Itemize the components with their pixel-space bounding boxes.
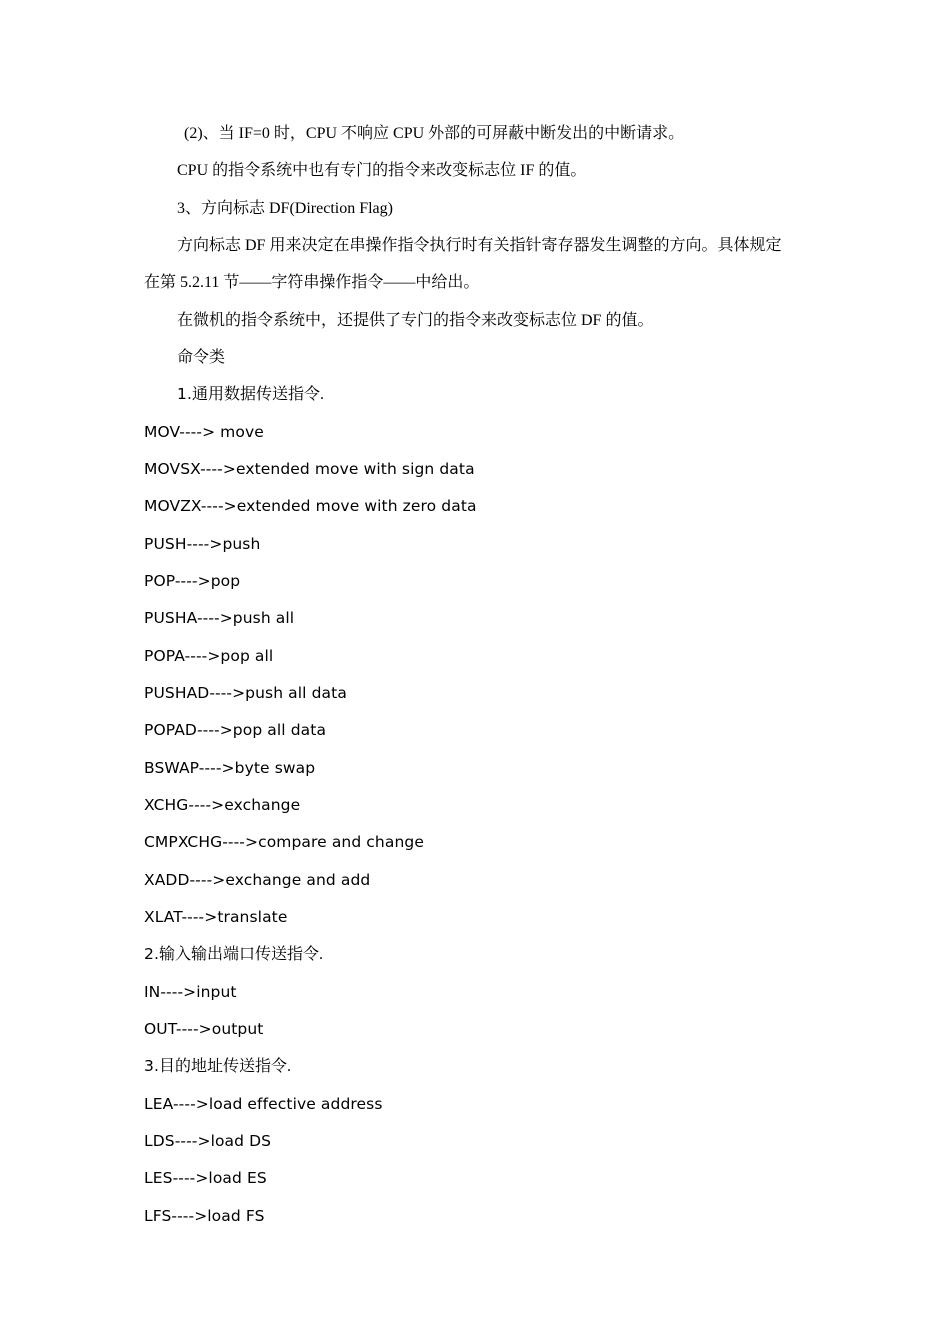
- heading-direction-flag: 3、方向标志 DF(Direction Flag): [177, 200, 393, 217]
- instruction-les: LES---->load ES: [144, 1169, 267, 1187]
- section-title: 目的地址传送指令.: [159, 1058, 292, 1075]
- instruction-pusha: PUSHA---->push all: [144, 609, 295, 627]
- instruction-in: IN---->input: [144, 983, 237, 1001]
- paragraph-df-description-line2: 在第 5.2.11 节——字符串操作指令——中给出。: [144, 274, 480, 291]
- instruction-pop: POP---->pop: [144, 572, 241, 590]
- instruction-out: OUT---->output: [144, 1020, 264, 1038]
- section-number: 3.: [144, 1057, 159, 1075]
- heading-command-classes: 命令类: [177, 349, 226, 366]
- section-heading-io-port-transfer: [144, 943, 323, 966]
- section-number: 2.: [144, 945, 159, 963]
- paragraph-df-instructions: 在微机的指令系统中，还提供了专门的指令来改变标志位 DF 的值。: [177, 312, 654, 329]
- instruction-movzx: MOVZX---->extended move with zero data: [144, 497, 477, 515]
- instruction-bswap: BSWAP---->byte swap: [144, 759, 316, 777]
- paragraph-if-instructions: CPU 的指令系统中也有专门的指令来改变标志位 IF 的值。: [177, 162, 587, 179]
- section-heading-general-transfer: [177, 383, 324, 406]
- instruction-lds: LDS---->load DS: [144, 1132, 272, 1150]
- instruction-popad: POPAD---->pop all data: [144, 721, 327, 739]
- instruction-xchg: XCHG---->exchange: [144, 796, 301, 814]
- instruction-popa: POPA---->pop all: [144, 647, 274, 665]
- instruction-cmpxchg: CMPXCHG---->compare and change: [144, 833, 424, 851]
- instruction-xadd: XADD---->exchange and add: [144, 871, 371, 889]
- section-title: 输入输出端口传送指令.: [159, 946, 324, 963]
- instruction-lfs: LFS---->load FS: [144, 1207, 265, 1225]
- instruction-mov: MOV----> move: [144, 423, 264, 441]
- instruction-push: PUSH---->push: [144, 535, 261, 553]
- instruction-movsx: MOVSX---->extended move with sign data: [144, 460, 475, 478]
- instruction-xlat: XLAT---->translate: [144, 908, 288, 926]
- section-heading-address-transfer: [144, 1055, 291, 1078]
- section-title: 通用数据传送指令.: [192, 386, 325, 403]
- paragraph-if-zero: (2)、当 IF=0 时，CPU 不响应 CPU 外部的可屏蔽中断发出的中断请求。: [184, 125, 685, 142]
- instruction-lea: LEA---->load effective address: [144, 1095, 383, 1113]
- instruction-pushad: PUSHAD---->push all data: [144, 684, 347, 702]
- section-number: 1.: [177, 385, 192, 403]
- paragraph-df-description-line1: 方向标志 DF 用来决定在串操作指令执行时有关指针寄存器发生调整的方向。具体规定: [177, 237, 782, 254]
